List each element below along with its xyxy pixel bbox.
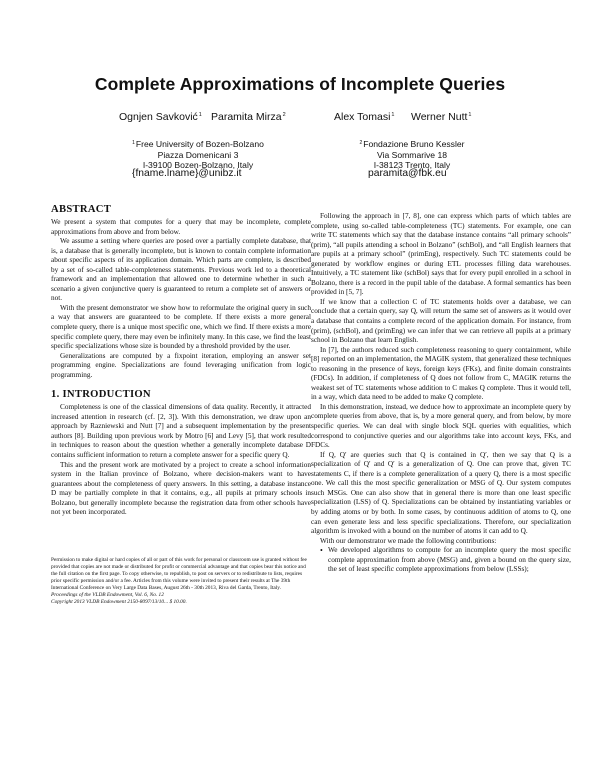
intro-paragraph: Completeness is one of the classical dimensions of data quality. Recently, it attracted increased attention in research (cf. [2, 3]). With this demonstration, we draw upon an approach by Razniewski and Nutt [7] and a subsequent implementation by the present authors [8]. Building upon previous work by Motro [6] and Levy [5], that work resulted in techniques to reason about the question whether a generally incomplete database D contains sufficient information to return a complete answer for a specific query Q.	[51, 403, 311, 460]
body-paragraph: With our demonstrator we made the following contributions:	[320, 536, 497, 545]
left-column	[51, 204, 311, 518]
abstract-heading: ABSTRACT	[51, 204, 112, 215]
body-paragraph: In this demonstration, instead, we deduce how to approximate an incomplete query by complete queries from above, that is, by a more general query, and from below, by more specific queries. We can deal with single block SQL queries with equalities, which correspond to conjunctive queries and our algorithms take into account keys, FKs, and FDCs.	[311, 402, 571, 450]
affiliation-1-email: {fname.lname}@unibz.it	[132, 168, 242, 179]
affiliation-1: $^1$Free University of Bozen-Bolzano Piazza Domenicani 3 I-39100 Bozen-Bolzano, Italy	[132, 139, 264, 171]
paper-title: Complete Approximations of Incomplete Queries	[94, 74, 506, 94]
copyright-line: Copyright 2013 VLDB Endowment 2150-8097/13/10... $ 10.00.	[51, 599, 187, 606]
author-name: Werner Nutt$^1$	[411, 111, 472, 123]
author-name: Ognjen Savković$^1$	[119, 111, 202, 123]
body-paragraph: Following the approach in [7, 8], one can express which parts of which tables are complete, using so-called table-completeness (TC) statements. For example, one can write TC statements which say that the database instance contains “all primary schools” (prim), “all pupils attending a school in Bolzano” (schBol), and “all English learners that are pupils at a primary school” (primEng), respectively. Such TC statements could be generated by workflow engines or during ETL processes filling data warehouses. Intuitively, a TC statement like (schBol) says that for every pupil enrolled in a school in Bolzano, there is a record in the pupil table of the database. A formal semantics has been provided in [5, 7].	[311, 212, 571, 297]
body-paragraph: If Q, Q′ are queries such that Q is contained in Q′, then we say that Q is a specialization of Q′ and Q′ is a generalization of Q. One can prove that, given TC statements C, if there is a complete generalization of a query Q, there is a most specific one. We call this the most specific generalization or MSG of Q. Our system computes such MSGs. One can also show that in general there is more than one least specific specialization (LSS) of Q. Specializations can be obtained by instantiating variables or by adding atoms or by both. In some cases, by continuous addition of atoms to Q, one can even generate less and less specific specializations. Therefore, our specialization algorithm is invoked with a bound on the number of atoms it can add to Q.	[311, 450, 571, 536]
body-paragraph: In [7], the authors reduced such completeness reasoning to query containment, while [8] reported on an implementation, the MAGIK system, that generalized these techniques to reasoning in the presence of keys, foreign keys (FKs), and finite domain constraints (FDCs). In addition, if completeness of Q does not follow from C, MAGIK returns the weakest set of TC statements whose addition to C makes Q complete. Thus it would tell, in a way, which data need to be added to make Q complete.	[311, 345, 571, 402]
abstract-paragraph: Generalizations are computed by a fixpoint iteration, employing an answer set programming engine. Specializations are found leveraging unification from logic programming.	[51, 351, 311, 379]
contribution-list	[311, 546, 571, 575]
author-name: Alex Tomasi$^1$	[334, 111, 395, 123]
abstract-paragraph: We present a system that computes for a query that may be incomplete, complete approximations from above and from below.	[51, 218, 311, 236]
abstract-paragraph: With the present demonstrator we show how to reformulate the original query in such a way that answers are guaranteed to be complete. If there exists a more general complete query, there is a unique most specific one, which we find. If there exists a more specific complete query, there may even be infinitely many. In this case, we find the least specific specializations whose size is bounded by a threshold provided by the user.	[51, 303, 311, 351]
right-column	[311, 212, 571, 575]
introduction-heading: 1. INTRODUCTION	[51, 389, 151, 401]
permission-notice: Permission to make digital or hard copies of all or part of this work for personal or classroom use is granted without fee provided that copies are not made or distributed for profit or commercial advantage and that copies bear this notice and the full citation on the first page. To copy otherwise, to republish, to post on servers or to redistribute to lists, requires prior specific permission and/or a fee. Articles from this volume were invited to present their results at The 39th International Conference on Very Large Data Bases, August 26th - 30th 2013, Riva del Garda, Trento, Italy.	[51, 557, 307, 592]
affiliation-2: $^2$Fondazione Bruno Kessler Via Sommarive 18 I-38123 Trento, Italy	[359, 139, 465, 171]
body-paragraph: If we know that a collection C of TC statements holds over a database, we can conclude that a certain query, say Q, will return the same set of answers as it would over a database that contains a complete record of the application domain. For instance, from (prim), (schBol), and (primEng) we can infer that we can retrieve all pupils at a primary school in Bolzano that learn English.	[311, 297, 571, 345]
abstract-paragraph: We assume a setting where queries are posed over a partially complete database, that is, a database that is generally incomplete, but is known to contain complete information about specific aspects of its application domain. Which parts are complete, is described by a set of so-called table-completeness statements. Previous work led to a theoretical framework and an implementation that allowed one to determine whether in such a scenario a given conjunctive query is guaranteed to return a complete set of answers or not.	[51, 237, 311, 303]
proceedings-line: Proceedings of the VLDB Endowment, Vol. 6, No. 12	[51, 592, 164, 599]
contribution-item: • We developed algorithms to compute for an incomplete query the most specific complete approximation from above (MSG) and, given a bound on the query size, the set of least specific complete approximations from below (LSSs);	[321, 546, 571, 575]
intro-paragraph: This and the present work are motivated by a project to create a school information system in the Italian province of Bolzano, where decision-makers want to have guarantees about the completeness of query answers. In this setting, a database instance D may be partially complete in that it contains, e.g., all pupils at primary schools in Bolzano, but generally incomplete because the registration data from other schools have not yet been incorporated.	[51, 460, 311, 517]
author-name: Paramita Mirza$^2$	[211, 111, 286, 123]
affiliation-2-email: paramita@fbk.eu	[368, 168, 447, 179]
copyright-footnote	[51, 557, 311, 606]
